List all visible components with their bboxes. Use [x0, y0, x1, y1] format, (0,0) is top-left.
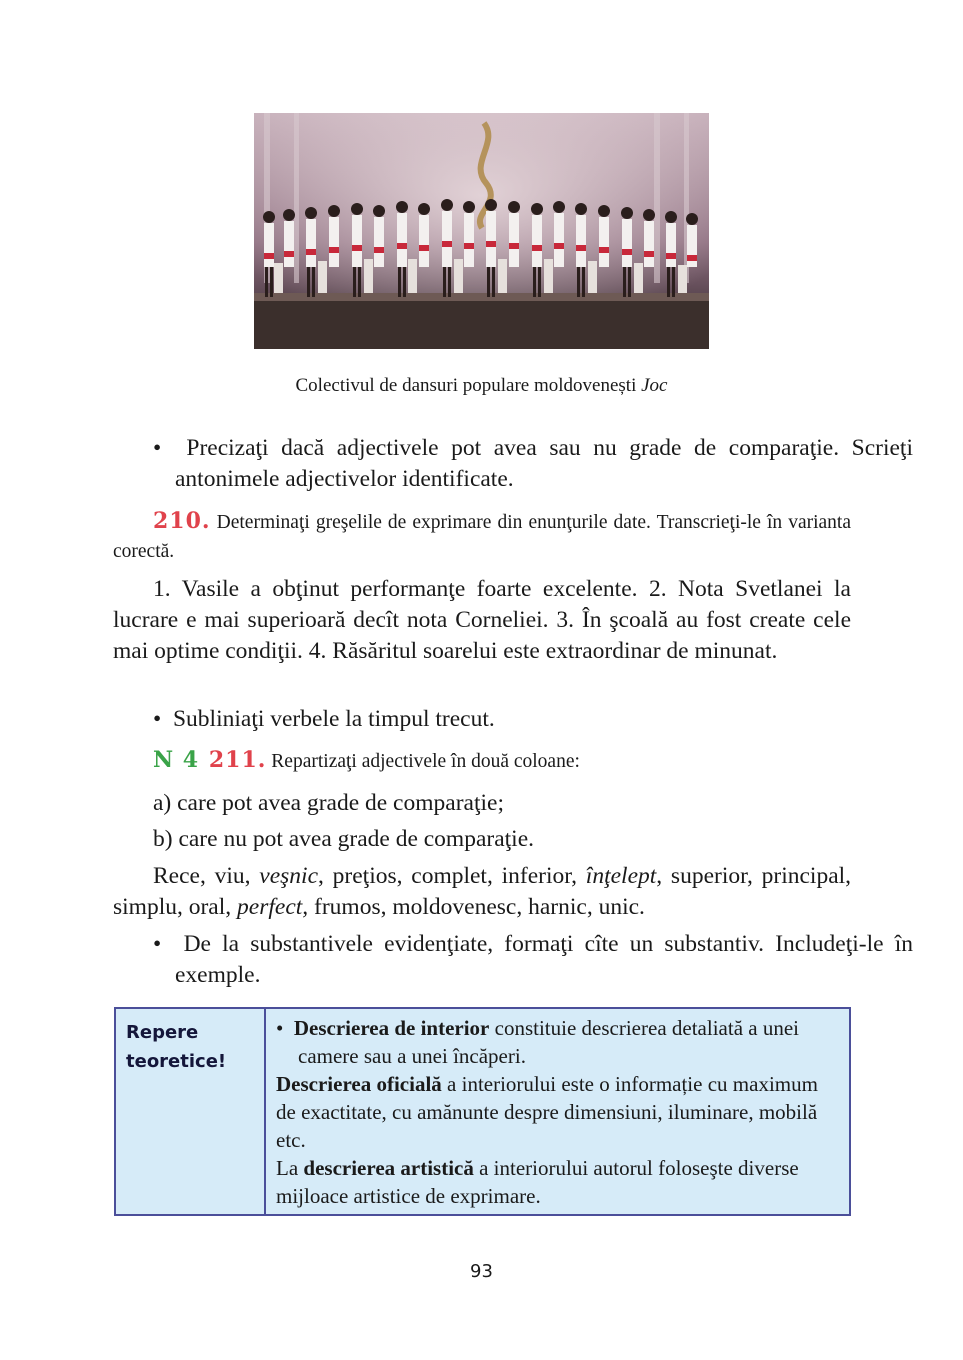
- bullet-task-verbs: • Subliniaţi verbele la timpul trecut.: [153, 706, 495, 732]
- theory-paragraph-official: Descrierea oficială a interiorului este o informație cu maximum de exactitate, cu amănunte despre dimensiuni, iluminare, mobilă etc.: [276, 1072, 818, 1152]
- theory-paragraph-interior: • Descrierea de interior constituie descrierea detaliată a unei camere sau a unei încăperi.: [276, 1016, 799, 1068]
- option-b: b) care nu pot avea grade de comparaţie.: [153, 826, 535, 852]
- theory-label: Repere teoretice!: [116, 1009, 266, 1214]
- bullet-task-nouns: • De la substantivele evidenţiate, formaţi cîte un substantiv. Includeţi-le în exemple.: [153, 931, 913, 988]
- theory-box: [114, 1007, 851, 1216]
- theory-body: [266, 1009, 849, 1214]
- bullet-task-comparison: • Precizaţi dacă adjectivele pot avea sau nu grade de comparaţie. Scrieţi antonimele adjectivelor identificate.: [153, 435, 913, 492]
- exercise-211: [113, 746, 851, 776]
- exercise-instruction: Determinaţi greşelile de exprimare din enunţurile date. Transcrieţi-le în varianta corectă.: [113, 512, 852, 562]
- dance-photo: [254, 113, 709, 349]
- exercise-210-sentences: 1. Vasile a obţinut performanţe foarte excelente. 2. Nota Svetlanei la lucrare e mai superioară decît nota Corneliei. 3. În şcoală au fost create cele mai optime condiţii. 4. Răsăritul soarelui este extraordinar de minunat.: [113, 576, 851, 664]
- exercise-marker: N 4: [153, 747, 200, 773]
- page-number: 93: [470, 1261, 493, 1282]
- theory-paragraph-artistic: La descrierea artistică a interiorului autorul foloseşte diverse mijloace artistice de exprimare.: [276, 1156, 799, 1208]
- exercise-number: 211.: [208, 747, 267, 773]
- exercise-210: [113, 507, 851, 566]
- adjective-list: Rece, viu, veşnic, preţios, complet, inferior, înţelept, superior, principal, simplu, oral, perfect, frumos, moldovenesc, harnic, unic.: [113, 863, 852, 920]
- exercise-number: 210.: [153, 508, 211, 534]
- exercise-instruction: Repartizaţi adjectivele în două coloane:: [271, 751, 580, 772]
- photo-caption: Colectivul de dansuri populare moldovenești Joc: [295, 375, 668, 396]
- option-a: a) care pot avea grade de comparaţie;: [153, 790, 504, 816]
- folk-dance-stage-image: [254, 113, 709, 349]
